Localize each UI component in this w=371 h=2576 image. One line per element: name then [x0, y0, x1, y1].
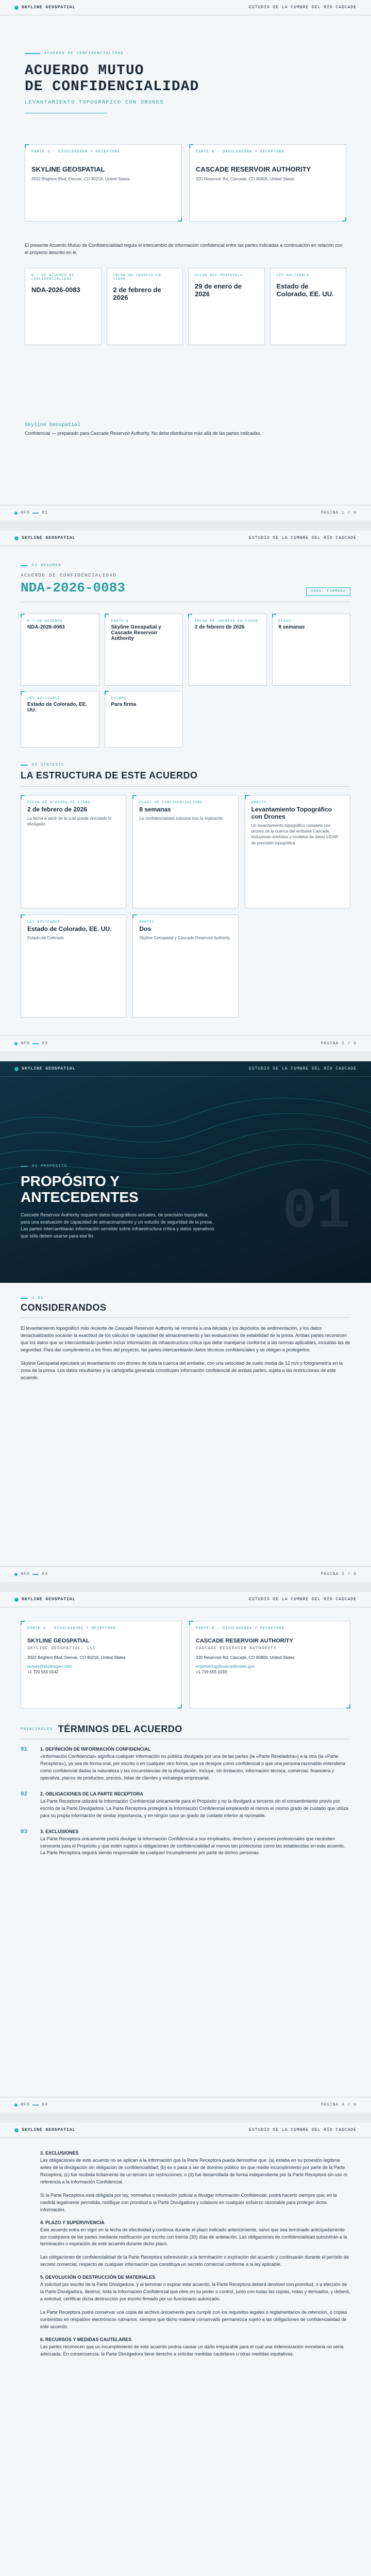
- clause: 02 2. OBLIGACIONES DE LA PARTE RECEPTORA La Parte Receptora utilizará la Información Confidencial únicamente para el Propósito y no la divulgará a terceros sin el consentimiento previo por escrito de la Parte Divulgadora. La Parte Receptora protegerá la Información Confidencial empleando al menos el mismo grado de cuidado que utiliza para su propia información de similar importancia, y en ningún caso un grado de cuidado inferior al razonable.: [21, 1791, 348, 1818]
- terms-heading: PRINCIPALES TÉRMINOS DEL ACUERDO: [21, 1724, 182, 1734]
- parties-grid: [21, 1621, 350, 1708]
- clause: 6. RECURSOS Y MEDIDAS CAUTELARES Las partes reconocen que un incumplimiento de este acuerdo podría causar un daño irreparable para el cual una indemnización monetaria no sería adecuada. En consecuencia, la Parte Divulgadora tiene derecho a solicitar medidas cautelares u otras medidas equitativas.: [40, 2336, 344, 2357]
- section-label: 01 RESUMEN: [21, 564, 350, 568]
- page-4: [0, 1592, 371, 2112]
- clause: La Parte Receptora podrá conservar una copia de archivo únicamente para cumplir con los requisitos legales o reglamentarios de retención, o copias contenidas en respaldos electrónicos rutinarios, siempre que dicho material conservado permanezca sujeto a las obligaciones de confidencialidad de este acuerdo.: [40, 2310, 347, 2329]
- meta-item: FECHA DEL PROTOCOLO 29 de enero de 2026: [188, 268, 265, 345]
- agreement-heading: ACUERDO DE CONFIDENCIALIDAD NDA-2026-0083 VERS. FIRMADA: [21, 573, 350, 596]
- summary-item: ESTADO Para firma: [105, 691, 183, 748]
- page-header: SKYLINE GEOSPATIAL ESTUDIO DE LA CUMBRE DEL RÍO CASCADE: [0, 1592, 371, 1607]
- clause: Si la Parte Receptora está obligada por ley, normativa o resolución judicial a divulgar Información Confidencial, podrá hacerlo siempre que, en la medida legalmente permitida, notifique con prontitud a la Parte Divulgadora y colabore en cualquier esfuerzo razonable para proteger dicha información.: [40, 2192, 337, 2212]
- party-a-card: PARTE A · DIVULGADORA Y RECEPTORA SKYLINE GEOSPATIAL 3032 Brighton Blvd, Denver, CO 80216, United States: [25, 144, 182, 222]
- page-2: SKYLINE GEOSPATIAL ESTUDIO DE LA CUMBRE DEL RÍO CASCADE 01 RESUMEN ACUERDO DE CONFIDENCIALIDAD NDA-2026-0083 VERS. FIRMADA N.º DE ACUERDO NDA-2026-0083 PARTE A Skyline Geospatial y Cascade Reservoir Authority FECHA DE INGRESO EN VIGOR 2 de febrero de 2026 PLAZO 8 semanas LEY APLICABLE Estado de Colorado, EE. UU. ESTADO Para firma 02 SÍNTESIS LA ESTRUCTURA DE ESTE ACUERDO FECHA DE ACUERDO DE FIRMA 2 de febrero de 2026 La fecha a partir de la cual queda vinculado lo divulgado. PLAZO DE CONFIDENCIALIDAD 8 semanas La confidencialidad subsiste tras la expiración ÁMBITO Levantamiento Topográfico con Drones Un levantamiento topográfico completo con drones de la cuenca del embalse Cascade, incluyendo ortofotos y modelos de datos LiDAR de precisión topográfica. LEY APLICABLE Estado de Colorado, EE. UU. Estado de Colorado PARTES Dos Skyline Geospatial y Cascade Reservoir Authority NFD 02 PÁGINA 2 / 6: [0, 531, 371, 1051]
- cover-footer-note: Skyline Geospatial Confidencial — preparado para Cascade Reservoir Authority. No debe distribuirse más allá de las partes indicadas.: [25, 422, 262, 436]
- summary-item: N.º DE ACUERDO NDA-2026-0083: [21, 614, 99, 686]
- clause: 03 3. EXCLUSIONES La Parte Receptora únicamente podrá divulgar la Información Confidencial a sus empleados, directivos y asesores profesionales que necesiten conocerla para el Propósito y que estén sujetos a obligaciones de confidencialidad al menos tan protectoras como las establecidas en este acuerdo. La Parte Receptora seguirá siendo responsable de cualquier incumplimiento por parte de dichos personas.: [21, 1828, 345, 1856]
- party-b-card: PARTE B · DIVULGADORA Y RECEPTORA CASCADE RESERVOIR AUTHORITY 320 Reservoir Rd, Cascade, CO 80809, United States: [189, 144, 346, 222]
- considerandos-para: Skyline Geospatial ejecutará un levantamiento con drones de toda la cuenca del embalse, con una velocidad de vuelo media de 12 m/s y fotogrametría en la zona de la presa. Los datos resultantes y la cartografía generada constituyen información confidencial de ambas partes, sujeta a las restricciones de este acuerdo.: [21, 1360, 343, 1380]
- hero-banner: SKYLINE GEOSPATIAL ESTUDIO DE LA CUMBRE DEL RÍO CASCADE 01 PROPÓSITO PROPÓSITO Y ANTECEDENTES Cascade Reservoir Authority requiere datos topográficos actuales, de precisión topográfica, para una evaluación de capacidad de almacenamiento y un estudio de seguridad de la presa. Las partes intercambiarán información sensible sobre infraestructura crítica y datos operativos que sólo deben usarse para ese fin. 01: [0, 1061, 371, 1283]
- page-header: SKYLINE GEOSPATIAL ESTUDIO DE LA CUMBRE DEL RÍO CASCADE: [0, 531, 371, 546]
- clause-list: [0, 2138, 371, 2358]
- cover-meta: [25, 268, 346, 345]
- considerandos-para: El levantamiento topográfico más reciente de Cascade Reservoir Authority se remonta a una década y los depósitos de sedimentación, y los datos desactualizados socavan la exactitud de los cálculos de capacidad de almacenamiento y las evaluaciones de estabilidad de la presa. Ambas partes reconocen que los datos que se intercambiarán pueden incluir información de infraestructura crítica que debe manejarse conforme a las normas aplicables, incluidas las de seguridad. Para dar cumplimiento a los fines del proyecto, las partes intercambiarán datos técnicos confidenciales y se obligan a protegerlos.: [21, 1326, 350, 1352]
- clause: 4. PLAZO Y SUPERVIVENCIA Este acuerdo entra en vigor en la fecha de efectividad y continúa durante el plazo indicado anteriormente, salvo que sea terminado anticipadamente por cualquiera de las partes mediante notificación por escrito con treinta (30) días de antelación. Las obligaciones de confidencialidad subsistirán a la terminación o expiración de este acuerdo durante dicho plazo.: [40, 2219, 347, 2247]
- party-phone: +1 720 555 0142: [27, 1670, 59, 1675]
- structure-title: LA ESTRUCTURA DE ESTE ACUERDO: [21, 770, 198, 781]
- status-stamp: VERS. FIRMADA: [306, 587, 350, 596]
- cover-doc-tag: ACUERDO DE CONFIDENCIALIDAD: [25, 52, 346, 56]
- page-5: [0, 2123, 371, 2576]
- running-title: ESTUDIO DE LA CUMBRE DEL RÍO CASCADE: [249, 5, 357, 10]
- party-email[interactable]: survey@skylinegeo.com: [27, 1664, 72, 1669]
- hero-big-number: 01: [282, 1180, 350, 1244]
- party-a-card: PARTE A · DIVULGADORA Y RECEPTORA SKYLINE GEOSPATIAL SKYLINE GEOSPATIAL, LLC 3032 Brighton Blvd, Denver, CO 80216, United States survey@skylinegeo.com +1 720 555 0142: [21, 1621, 182, 1708]
- brand-name: SKYLINE GEOSPATIAL: [22, 5, 76, 10]
- page-footer: NFD 01 PÁGINA 1 / 6: [0, 505, 371, 520]
- page-header: SKYLINE GEOSPATIAL ESTUDIO DE LA CUMBRE DEL RÍO CASCADE: [0, 1061, 371, 1077]
- page-footer: NFD 02 PÁGINA 2 / 6: [0, 1036, 371, 1051]
- page-1: [0, 0, 371, 520]
- summary-item: PARTE A Skyline Geospatial y Cascade Reservoir Authority: [105, 614, 183, 686]
- meta-item: LEY APLICABLE Estado de Colorado, EE. UU.: [270, 268, 347, 345]
- structure-item: PLAZO DE CONFIDENCIALIDAD 8 semanas La confidencialidad subsiste tras la expiración: [132, 795, 238, 908]
- summary-item: PLAZO 8 semanas: [272, 614, 351, 686]
- page-footer: NFD 03 PÁGINA 3 / 6: [0, 1566, 371, 1582]
- cover-intro: El presente Acuerdo Mutuo de Confidencialidad regula el intercambio de información confidencial entre las partes indicadas a continuación en relación con el proyecto descrito en él.: [25, 243, 343, 255]
- meta-item: FECHA DE INGRESO EN VIGOR 2 de febrero de 2026: [107, 268, 183, 345]
- summary-item: LEY APLICABLE Estado de Colorado, EE. UU.: [21, 691, 99, 748]
- structure-item: ÁMBITO Levantamiento Topográfico con Drones Un levantamiento topográfico completo con drones de la cuenca del embalse Cascade, incluyendo ortofotos y modelos de datos LiDAR de precisión topográfica.: [245, 795, 350, 908]
- clause: 3. EXCLUSIONES Las obligaciones de este acuerdo no se aplican a la información que la Parte Receptora pueda demostrar que: (a) estaba en su posesión legítima antes de la divulgación sin obligación de confidencialidad; (b) es o pasa a ser de dominio público sin que medie incumplimiento por parte de la Parte Receptora; (c) fue recibida lícitamente de un tercero sin restricciones; o (d) fue desarrollada de forma independiente por la Parte Receptora sin uso ni referencia a la Información Confidencial.: [40, 2150, 347, 2184]
- summary-grid: [21, 614, 350, 748]
- page-header: SKYLINE GEOSPATIAL ESTUDIO DE LA CUMBRE DEL RÍO CASCADE: [0, 2123, 371, 2138]
- cover-subtitle: LEVANTAMIENTO TOPOGRÁFICO CON DRONES: [25, 100, 164, 106]
- structure-grid: [21, 795, 350, 1018]
- structure-item: LEY APLICABLE Estado de Colorado, EE. UU. Estado de Colorado: [21, 914, 126, 1018]
- page-footer: NFD 04 PÁGINA 4 / 6: [0, 2097, 371, 2112]
- summary-item: FECHA DE INGRESO EN VIGOR 2 de febrero de 2026: [188, 614, 267, 686]
- clause: Las obligaciones de confidencialidad de la Parte Receptora sobrevivirán a la terminación o expiración del acuerdo y continuarán durante el período de secreto comercial, respecto de cualquier información que constituya un secreto comercial conforme a la ley aplicable.: [40, 2255, 349, 2267]
- structure-item: PARTES Dos Skyline Geospatial y Cascade Reservoir Authority: [132, 914, 238, 1018]
- clause: 01 1. DEFINICIÓN DE INFORMACIÓN CONFIDENCIAL «Información Confidencial» significa cualquier información no pública divulgada por una de las partes (la «Parte Reveladora») a la otra (la «Parte Receptora»), ya sea de forma oral, por escrito o en cualquier otro forma, que se designe como confidencial o que una persona razonable entendería como confidencial dadas la naturaleza y las circunstancias de la divulgación. Incluye, sin limitación, información técnica, comercial, financiera y operativa, planos de productos, precios, listas de clientes y estrategia empresarial.: [21, 1747, 345, 1781]
- structure-item: FECHA DE ACUERDO DE FIRMA 2 de febrero de 2026 La fecha a partir de la cual queda vinculado lo divulgado.: [21, 795, 126, 908]
- party-phone: +1 719 555 0193: [196, 1670, 227, 1675]
- party-b-card: PARTE B · DIVULGADORA Y RECEPTORA CASCADE RESERVOIR AUTHORITY CASCADE RESERVOIR AUTHORITY 320 Reservoir Rd, Cascade, CO 80809, United States engineering@cascadewater.gov +1 719 555 0193: [189, 1621, 350, 1708]
- brand-dot-icon: [14, 6, 19, 10]
- page-header: [0, 0, 371, 15]
- clause: 5. DEVOLUCIÓN O DESTRUCCIÓN DE MATERIALES A solicitud por escrito de la Parte Divulgadora, y al terminar o expirar este acuerdo, la Parte Receptora deberá devolver con prontitud, o a elección de la Parte Divulgadora, destruir, toda la Información Confidencial que obre en su poder o control, junto con todas las copias, notas y derivados, y deberá, a solicitud, certificar dicha destrucción por escrito firmado por un funcionario autorizado.: [40, 2275, 350, 2302]
- clause-list: [21, 1747, 350, 1857]
- hero-text: Cascade Reservoir Authority requiere datos topográficos actuales, de precisión topográfica, para una evaluación de capacidad de almacenamiento y un estudio de seguridad de la presa. Las partes intercambiarán información sensible sobre infraestructura crítica y datos operativos que sólo deben usarse para ese fin.: [21, 1212, 214, 1239]
- party-email[interactable]: engineering@cascadewater.gov: [196, 1664, 255, 1669]
- page-3: SKYLINE GEOSPATIAL ESTUDIO DE LA CUMBRE DEL RÍO CASCADE 01 PROPÓSITO PROPÓSITO Y ANTECEDENTES Cascade Reservoir Authority requiere datos topográficos actuales, de precisión topográfica, para una evaluación de capacidad de almacenamiento y un estudio de seguridad de la presa. Las partes intercambiarán información sensible sobre infraestructura crítica y datos operativos que sólo deben usarse para ese fin. 01 1.01 CONSIDERANDOS El levantamiento topográfico más reciente de Cascade Reservoir Authority se remonta a una década y los depósitos de sedimentación, y los datos desactualizados socavan la exactitud de los cálculos de capacidad de almacenamiento y las evaluaciones de estabilidad de la presa. Ambas partes reconocen que los datos que se intercambiarán pueden incluir información de infraestructura crítica que debe manejarse conforme a las normas aplicables, incluidas las de seguridad. Para dar cumplimiento a los fines del proyecto, las partes intercambiarán datos técnicos confidenciales y se obligan a protegerlos. Skyline Geospatial ejecutará un levantamiento con drones de toda la cuenca del embalse, con una velocidad de vuelo media de 12 m/s y fotogrametría en la zona de la presa. Los datos resultantes y la cartografía generada constituyen información confidencial de ambas partes, sujeta a las restricciones de este acuerdo. NFD 03 PÁGINA 3 / 6: [0, 1061, 371, 1582]
- hero-title: PROPÓSITO Y ANTECEDENTES: [21, 1173, 139, 1205]
- considerandos-title: CONSIDERANDOS: [21, 1302, 107, 1313]
- cover-title: ACUERDO MUTUO DE CONFIDENCIALIDAD: [25, 63, 199, 95]
- meta-item: N.º DE ACUERDO DE CONFIDENCIALIDAD NDA-2026-0083: [25, 268, 102, 345]
